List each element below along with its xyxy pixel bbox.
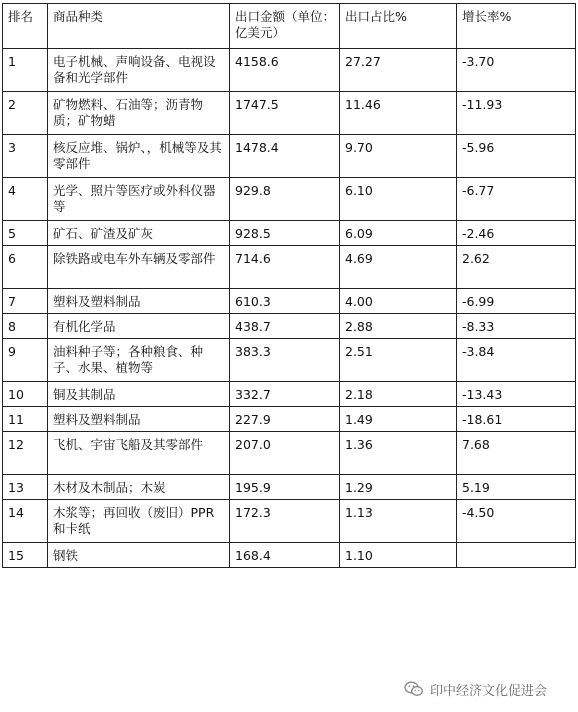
cell-value: 929.8 (230, 178, 340, 221)
cell-value: 1747.5 (230, 92, 340, 135)
cell-growth: 5.19 (457, 475, 576, 500)
cell-share: 6.10 (340, 178, 457, 221)
cell-value: 4158.6 (230, 49, 340, 92)
cell-share: 1.13 (340, 500, 457, 543)
cell-category: 核反应堆、锅炉、，机械等及其零部件 (48, 135, 230, 178)
cell-value: 332.7 (230, 382, 340, 407)
cell-rank: 7 (3, 289, 48, 314)
table-row (3, 339, 576, 382)
cell-growth: -18.61 (457, 407, 576, 432)
header-row (3, 4, 576, 49)
cell-rank: 4 (3, 178, 48, 221)
cell-rank: 5 (3, 221, 48, 246)
cell-growth: -8.33 (457, 314, 576, 339)
header-growth: 增长率% (457, 4, 576, 49)
cell-share: 6.09 (340, 221, 457, 246)
cell-share: 9.70 (340, 135, 457, 178)
table-row (3, 432, 576, 475)
cell-category: 有机化学品 (48, 314, 230, 339)
watermark (404, 679, 547, 699)
cell-growth: -3.84 (457, 339, 576, 382)
cell-growth: -3.70 (457, 49, 576, 92)
cell-value: 172.3 (230, 500, 340, 543)
export-ranking-table (2, 3, 576, 568)
cell-rank: 15 (3, 543, 48, 568)
cell-growth: -4.50 (457, 500, 576, 543)
cell-value: 227.9 (230, 407, 340, 432)
cell-share: 2.88 (340, 314, 457, 339)
cell-value: 610.3 (230, 289, 340, 314)
cell-category: 电子机械、声响设备、电视设备和光学部件 (48, 49, 230, 92)
table-row (3, 135, 576, 178)
cell-rank: 11 (3, 407, 48, 432)
cell-value: 383.3 (230, 339, 340, 382)
cell-category: 除铁路或电车外车辆及零部件 (48, 246, 230, 289)
cell-category: 钢铁 (48, 543, 230, 568)
cell-category: 飞机、宇宙飞船及其零部件 (48, 432, 230, 475)
cell-share: 1.49 (340, 407, 457, 432)
cell-category: 油料种子等；各种粮食、种子、水果、植物等 (48, 339, 230, 382)
cell-growth: -2.46 (457, 221, 576, 246)
wechat-icon (404, 681, 424, 697)
cell-share: 4.00 (340, 289, 457, 314)
cell-growth: -11.93 (457, 92, 576, 135)
cell-rank: 9 (3, 339, 48, 382)
table-row (3, 221, 576, 246)
cell-growth: 7.68 (457, 432, 576, 475)
table-row (3, 543, 576, 568)
cell-category: 光学、照片等医疗或外科仪器等 (48, 178, 230, 221)
cell-value: 195.9 (230, 475, 340, 500)
cell-share: 11.46 (340, 92, 457, 135)
cell-share: 2.18 (340, 382, 457, 407)
cell-category: 塑料及塑料制品 (48, 407, 230, 432)
header-category: 商品种类 (48, 4, 230, 49)
table-row (3, 92, 576, 135)
cell-rank: 13 (3, 475, 48, 500)
table-row (3, 407, 576, 432)
cell-growth (457, 543, 576, 568)
cell-share: 1.10 (340, 543, 457, 568)
table-row (3, 382, 576, 407)
cell-category: 木浆等；再回收（废旧）PPR 和卡纸 (48, 500, 230, 543)
cell-value: 438.7 (230, 314, 340, 339)
cell-value: 714.6 (230, 246, 340, 289)
cell-value: 207.0 (230, 432, 340, 475)
cell-rank: 8 (3, 314, 48, 339)
watermark-text: 印中经济文化促进会 (430, 683, 548, 699)
cell-share: 1.29 (340, 475, 457, 500)
table-row (3, 475, 576, 500)
cell-growth: -6.99 (457, 289, 576, 314)
cell-growth: -5.96 (457, 135, 576, 178)
cell-growth: 2.62 (457, 246, 576, 289)
header-rank: 排名 (3, 4, 48, 49)
cell-category: 矿物燃料、石油等；沥青物质；矿物蜡 (48, 92, 230, 135)
table-row (3, 246, 576, 289)
cell-rank: 3 (3, 135, 48, 178)
header-share: 出口占比% (340, 4, 457, 49)
cell-category: 矿石、矿渣及矿灰 (48, 221, 230, 246)
cell-rank: 12 (3, 432, 48, 475)
table-row (3, 314, 576, 339)
table-row (3, 178, 576, 221)
cell-rank: 2 (3, 92, 48, 135)
cell-value: 928.5 (230, 221, 340, 246)
cell-rank: 6 (3, 246, 48, 289)
cell-value: 168.4 (230, 543, 340, 568)
cell-share: 1.36 (340, 432, 457, 475)
cell-category: 铜及其制品 (48, 382, 230, 407)
cell-category: 木材及木制品；木炭 (48, 475, 230, 500)
cell-value: 1478.4 (230, 135, 340, 178)
cell-growth: -6.77 (457, 178, 576, 221)
cell-rank: 10 (3, 382, 48, 407)
cell-share: 2.51 (340, 339, 457, 382)
table-row (3, 289, 576, 314)
cell-rank: 14 (3, 500, 48, 543)
header-value: 出口金额（单位：亿美元） (230, 4, 340, 49)
cell-rank: 1 (3, 49, 48, 92)
cell-share: 4.69 (340, 246, 457, 289)
table-row (3, 500, 576, 543)
cell-share: 27.27 (340, 49, 457, 92)
cell-category: 塑料及塑料制品 (48, 289, 230, 314)
cell-growth: -13.43 (457, 382, 576, 407)
table-row (3, 49, 576, 92)
